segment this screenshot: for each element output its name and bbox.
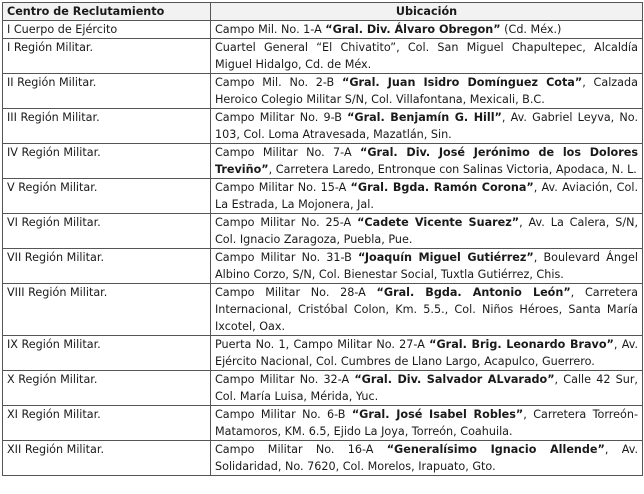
location-honoree: “Joaquín Miguel Gutiérrez”	[358, 251, 534, 264]
location-text: Campo Militar No. 6-B	[215, 408, 352, 421]
location-cell	[211, 371, 643, 406]
location-cell	[211, 144, 643, 179]
location-address: , Av. Aviación, Col. La Estrada, La Mojonera, Jal.	[215, 181, 639, 211]
location-cell	[211, 441, 643, 476]
location-text: Cuartel General “El Chivatito”, Col. San Miguel Chapultepec, Alcaldía Miguel Hidalgo, Cd. de Méx.	[215, 41, 638, 71]
header-location: Ubicación	[211, 3, 643, 21]
table-row	[3, 441, 643, 476]
center-name: V Región Militar.	[3, 179, 211, 214]
location-honoree: “Gral. Div. José Jerónimo de los Dolores Treviño”	[215, 146, 638, 176]
location-address: , Carretera Laredo, Entronque con Salinas Victoria, Apodaca, N. L.	[268, 163, 637, 176]
location-text: Campo Militar No. 7-A	[215, 146, 360, 159]
location-text: Campo Militar No. 28-A	[215, 286, 377, 299]
center-name: II Región Militar.	[3, 74, 211, 109]
table-row	[3, 284, 643, 336]
location-honoree: “Gral. Div. Álvaro Obregon”	[325, 23, 501, 36]
location-cell	[211, 406, 643, 441]
center-name: XII Región Militar.	[3, 441, 211, 476]
location-address: , Av. Ejército Nacional, Col. Cumbres de Llano Largo, Acapulco, Guerrero.	[215, 338, 639, 368]
location-text: Campo Militar No. 25-A	[215, 216, 358, 229]
table-row	[3, 214, 643, 249]
table-row	[3, 406, 643, 441]
table-row	[3, 249, 643, 284]
location-text: Campo Militar No. 9-B	[215, 111, 348, 124]
location-text: Campo Militar No. 16-A	[215, 443, 387, 456]
center-name: IV Región Militar.	[3, 144, 211, 179]
location-cell	[211, 21, 643, 39]
location-cell	[211, 39, 643, 74]
center-name: III Región Militar.	[3, 109, 211, 144]
location-honoree: “Gral. Div. Salvador ALvarado”	[354, 373, 555, 386]
table-row	[3, 21, 643, 39]
recruitment-centers-table	[2, 2, 643, 476]
center-name: VI Región Militar.	[3, 214, 211, 249]
location-cell	[211, 109, 643, 144]
location-text: Campo Mil. No. 1-A	[215, 23, 326, 36]
location-address: , Carretera Internacional, Cristóbal Colon, Km. 5.5., Col. Niños Héroes, Santa María Ixcotel, Oax.	[215, 286, 638, 333]
location-cell	[211, 179, 643, 214]
center-name: I Región Militar.	[3, 39, 211, 74]
table-row	[3, 39, 643, 74]
location-cell	[211, 214, 643, 249]
table-row	[3, 109, 643, 144]
location-address: , Calzada Heroico Colegio Militar S/N, Col. Villafontana, Mexicali, B.C.	[215, 76, 638, 106]
location-honoree: “Gral. Bgda. Ramón Corona”	[350, 181, 534, 194]
location-address: , Boulevard Ángel Albino Corzo, S/N, Col. Bienestar Social, Tuxtla Gutiérrez, Chis.	[215, 251, 638, 281]
table-row	[3, 144, 643, 179]
table-row	[3, 179, 643, 214]
location-text: Campo Militar No. 15-A	[215, 181, 351, 194]
location-address: , Av. Gabriel Leyva, No. 103, Col. Loma Atravesada, Mazatlán, Sin.	[215, 111, 638, 141]
location-honoree: “Cadete Vicente Suarez”	[357, 216, 520, 229]
header-row	[3, 3, 643, 21]
location-text: Puerta No. 1, Campo Militar No. 27-A	[215, 338, 430, 351]
location-text: Campo Mil. No. 2-B	[215, 76, 342, 89]
location-address: , Calle 42 Sur, Col. María Luisa, Mérida, Yuc.	[215, 373, 638, 403]
center-name: I Cuerpo de Ejército	[3, 21, 211, 39]
table-row	[3, 74, 643, 109]
location-cell	[211, 74, 643, 109]
location-honoree: “Gral. Brig. Leonardo Bravo”	[429, 338, 614, 351]
location-honoree: “Gral. Benjamín G. Hill”	[347, 111, 502, 124]
location-cell	[211, 336, 643, 371]
center-name: VIII Región Militar.	[3, 284, 211, 336]
location-honoree: “Gral. Juan Isidro Domínguez Cota”	[341, 76, 583, 89]
center-name: XI Región Militar.	[3, 406, 211, 441]
location-address: , Av. La Calera, S/N, Col. Ignacio Zaragoza, Puebla, Pue.	[215, 216, 639, 246]
location-honoree: “Gral. José Isabel Robles”	[351, 408, 524, 421]
location-address: (Cd. Méx.)	[500, 23, 562, 36]
table-row	[3, 371, 643, 406]
location-honoree: “Gral. Bgda. Antonio León”	[376, 286, 571, 299]
center-name: IX Región Militar.	[3, 336, 211, 371]
center-name: VII Región Militar.	[3, 249, 211, 284]
location-text: Campo Militar No. 32-A	[215, 373, 355, 386]
location-address: , Av. Solidaridad, No. 7620, Col. Morelos, Irapuato, Gto.	[215, 443, 638, 473]
location-honoree: “Generalísimo Ignacio Allende”	[386, 443, 605, 456]
location-cell	[211, 284, 643, 336]
location-cell	[211, 249, 643, 284]
location-text: Campo Militar No. 31-B	[215, 251, 358, 264]
table-row	[3, 336, 643, 371]
center-name: X Región Militar.	[3, 371, 211, 406]
header-center: Centro de Reclutamiento	[3, 3, 211, 21]
location-address: , Carretera Torreón-Matamoros, KM. 6.5, Ejido La Joya, Torreón, Coahuila.	[215, 408, 639, 438]
